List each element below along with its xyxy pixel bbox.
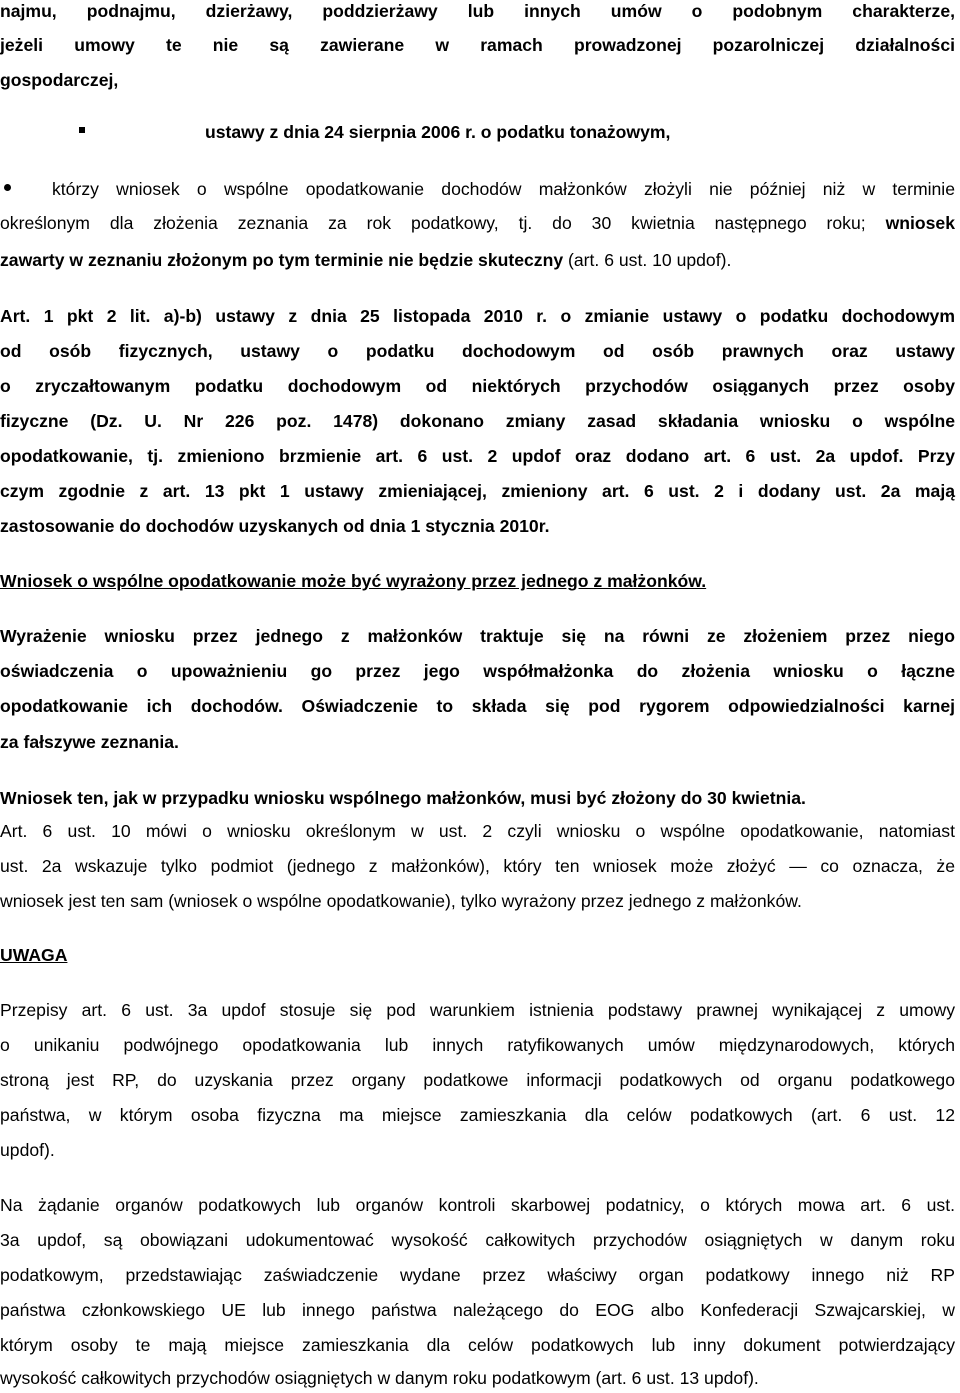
request-line6: wysokość całkowitych przychodów osiągniętych w danym roku podatkowym (art. 6 ust. 13 updof). — [0, 1368, 759, 1388]
deadline-line2: Art. 6 ust. 10 mówi o wniosku określonym w ust. 2 czyli wniosku o wspólne opodatkowanie, natomiast — [0, 821, 955, 841]
art-line4 — [0, 410, 955, 432]
art-line2: od osób fizycznych, ustawy o podatku dochodowym od osób prawnych oraz ustawy — [0, 341, 955, 361]
bullet-spouses-l2a: określonym dla złożenia zeznania za rok podatkowy, tj. — [0, 213, 533, 233]
bullet-spouses-line3 — [0, 249, 731, 271]
square-bullet-icon — [79, 127, 85, 133]
deadline-line1: Wniosek ten, jak w przypadku wniosku wspólnego małżonków, musi być złożony do 30 kwietnia. — [0, 788, 806, 808]
expression-l3a: opodatkowanie ich dochodów. — [0, 696, 283, 716]
art-line5 — [0, 445, 955, 467]
underlined-heading: Wniosek o wspólne opodatkowanie może być wyrażony przez jednego z małżonków. — [0, 571, 707, 591]
request-line1: Na żądanie organów podatkowych lub organów kontroli skarbowej podatnicy, o których mowa art. 6 ust. — [0, 1195, 955, 1215]
expression-line4: za fałszywe zeznania. — [0, 732, 179, 752]
art-l6b: 13 pkt 1 ustawy zmieniającej, zmieniony art. 6 ust. 2 i dodany ust. — [190, 481, 867, 501]
art-line7: zastosowanie do dochodów uzyskanych od dnia 1 stycznia 2010r. — [0, 516, 550, 536]
bullet-spouses-l2c: wniosek — [865, 213, 955, 233]
uwaga-heading: UWAGA — [0, 945, 68, 965]
provisions-line1: Przepisy art. 6 ust. 3a updof stosuje się pod warunkiem istnienia podstawy prawnej wynikającej z umowy — [0, 1000, 955, 1020]
art-l5b: 2 updof oraz dodano art. 6 ust. 2a updof. — [473, 446, 904, 466]
para1-line1: najmu, podnajmu, dzierżawy, poddzierżawy lub innych umów o podobnym charakterze, — [0, 1, 955, 21]
art-line1 — [0, 305, 955, 327]
art-l1a: Art. 1 pkt 2 lit. a)-b) ustawy z dnia 25 listopada 2010 r. — [0, 306, 548, 326]
bullet-spouses-l3b: (art. 6 ust. 10 updof). — [563, 250, 732, 270]
provisions-line5: updof). — [0, 1140, 55, 1160]
expression-l3b: Oświadczenie to składa się pod rygorem odpowiedzialności karnej — [282, 696, 956, 716]
deadline-line4: wniosek jest ten sam (wniosek o wspólne opodatkowanie), tylko wyrażony przez jednego z małżonków. — [0, 891, 802, 911]
provisions-line3: stroną jest RP, do uzyskania przez organy podatkowe informacji podatkowych od organu podatkowego — [0, 1070, 955, 1090]
round-bullet-icon — [4, 184, 11, 191]
expression-line3 — [0, 695, 955, 717]
art-l6c: 2a mają — [866, 481, 956, 501]
art-l4b: 1478) dokonano zmiany zasad składania wniosku o wspólne — [311, 411, 955, 431]
bullet-spouses-line2 — [0, 212, 955, 234]
request-line4: państwa członkowskiego UE lub innego państwa należącego do EOG albo Konfederacji Szwajcarskiej, w — [0, 1300, 955, 1320]
provisions-line2: o unikaniu podwójnego opodatkowania lub innych ratyfikowanych umów międzynarodowych, których — [0, 1035, 955, 1055]
art-line3: o zryczałtowanym podatku dochodowym od niektórych przychodów osiąganych przez osoby — [0, 376, 955, 396]
art-l5a: opodatkowanie, tj. zmieniono brzmienie art. 6 ust. — [0, 446, 473, 466]
bullet-spouses-l3a: zawarty w zeznaniu złożonym po tym terminie nie będzie skuteczny — [0, 250, 564, 270]
request-line2: 3a updof, są obowiązani udokumentować wysokość całkowitych przychodów osiągniętych w danym roku — [0, 1230, 955, 1250]
bullet-spouses-l2b: do 30 kwietnia następnego roku; — [532, 213, 866, 233]
deadline-line3: ust. 2a wskazuje tylko podmiot (jednego z małżonków), który ten wniosek może złożyć — co oznacza, że — [0, 856, 955, 876]
bullet-tonnage: ustawy z dnia 24 sierpnia 2006 r. o podatku tonażowym, — [205, 122, 671, 142]
art-l1b: o zmianie ustawy o podatku dochodowym — [547, 306, 955, 326]
request-line5: którym osoby te mają miejsce zamieszkania dla celów podatkowych lub inny dokument potwierdzający — [0, 1335, 955, 1355]
art-l4a: fizyczne (Dz. U. Nr 226 poz. — [0, 411, 312, 431]
art-line6 — [0, 480, 955, 502]
art-l5c: Przy — [903, 446, 955, 466]
art-l6a: czym zgodnie z art. — [0, 481, 191, 501]
provisions-line4: państwa, w którym osoba fizyczna ma miejsce zamieszkania dla celów podatkowych (art. 6 ust. 12 — [0, 1105, 955, 1125]
expression-line2: oświadczenia o upoważnieniu go przez jego współmałżonka do złożenia wniosku o łączne — [0, 661, 955, 681]
request-line3: podatkowym, przedstawiając zaświadczenie wydane przez właściwy organ podatkowy innego niż RP — [0, 1265, 955, 1285]
expression-line1: Wyrażenie wniosku przez jednego z małżonków traktuje się na równi ze złożeniem przez niego — [0, 626, 955, 646]
bullet-spouses-line1: którzy wniosek o wspólne opodatkowanie dochodów małżonków złożyli nie później niż w terminie — [52, 179, 955, 199]
para1-line2: jeżeli umowy te nie są zawierane w ramach prowadzonej pozarolniczej działalności — [0, 35, 955, 55]
para1-line3: gospodarczej, — [0, 70, 119, 90]
